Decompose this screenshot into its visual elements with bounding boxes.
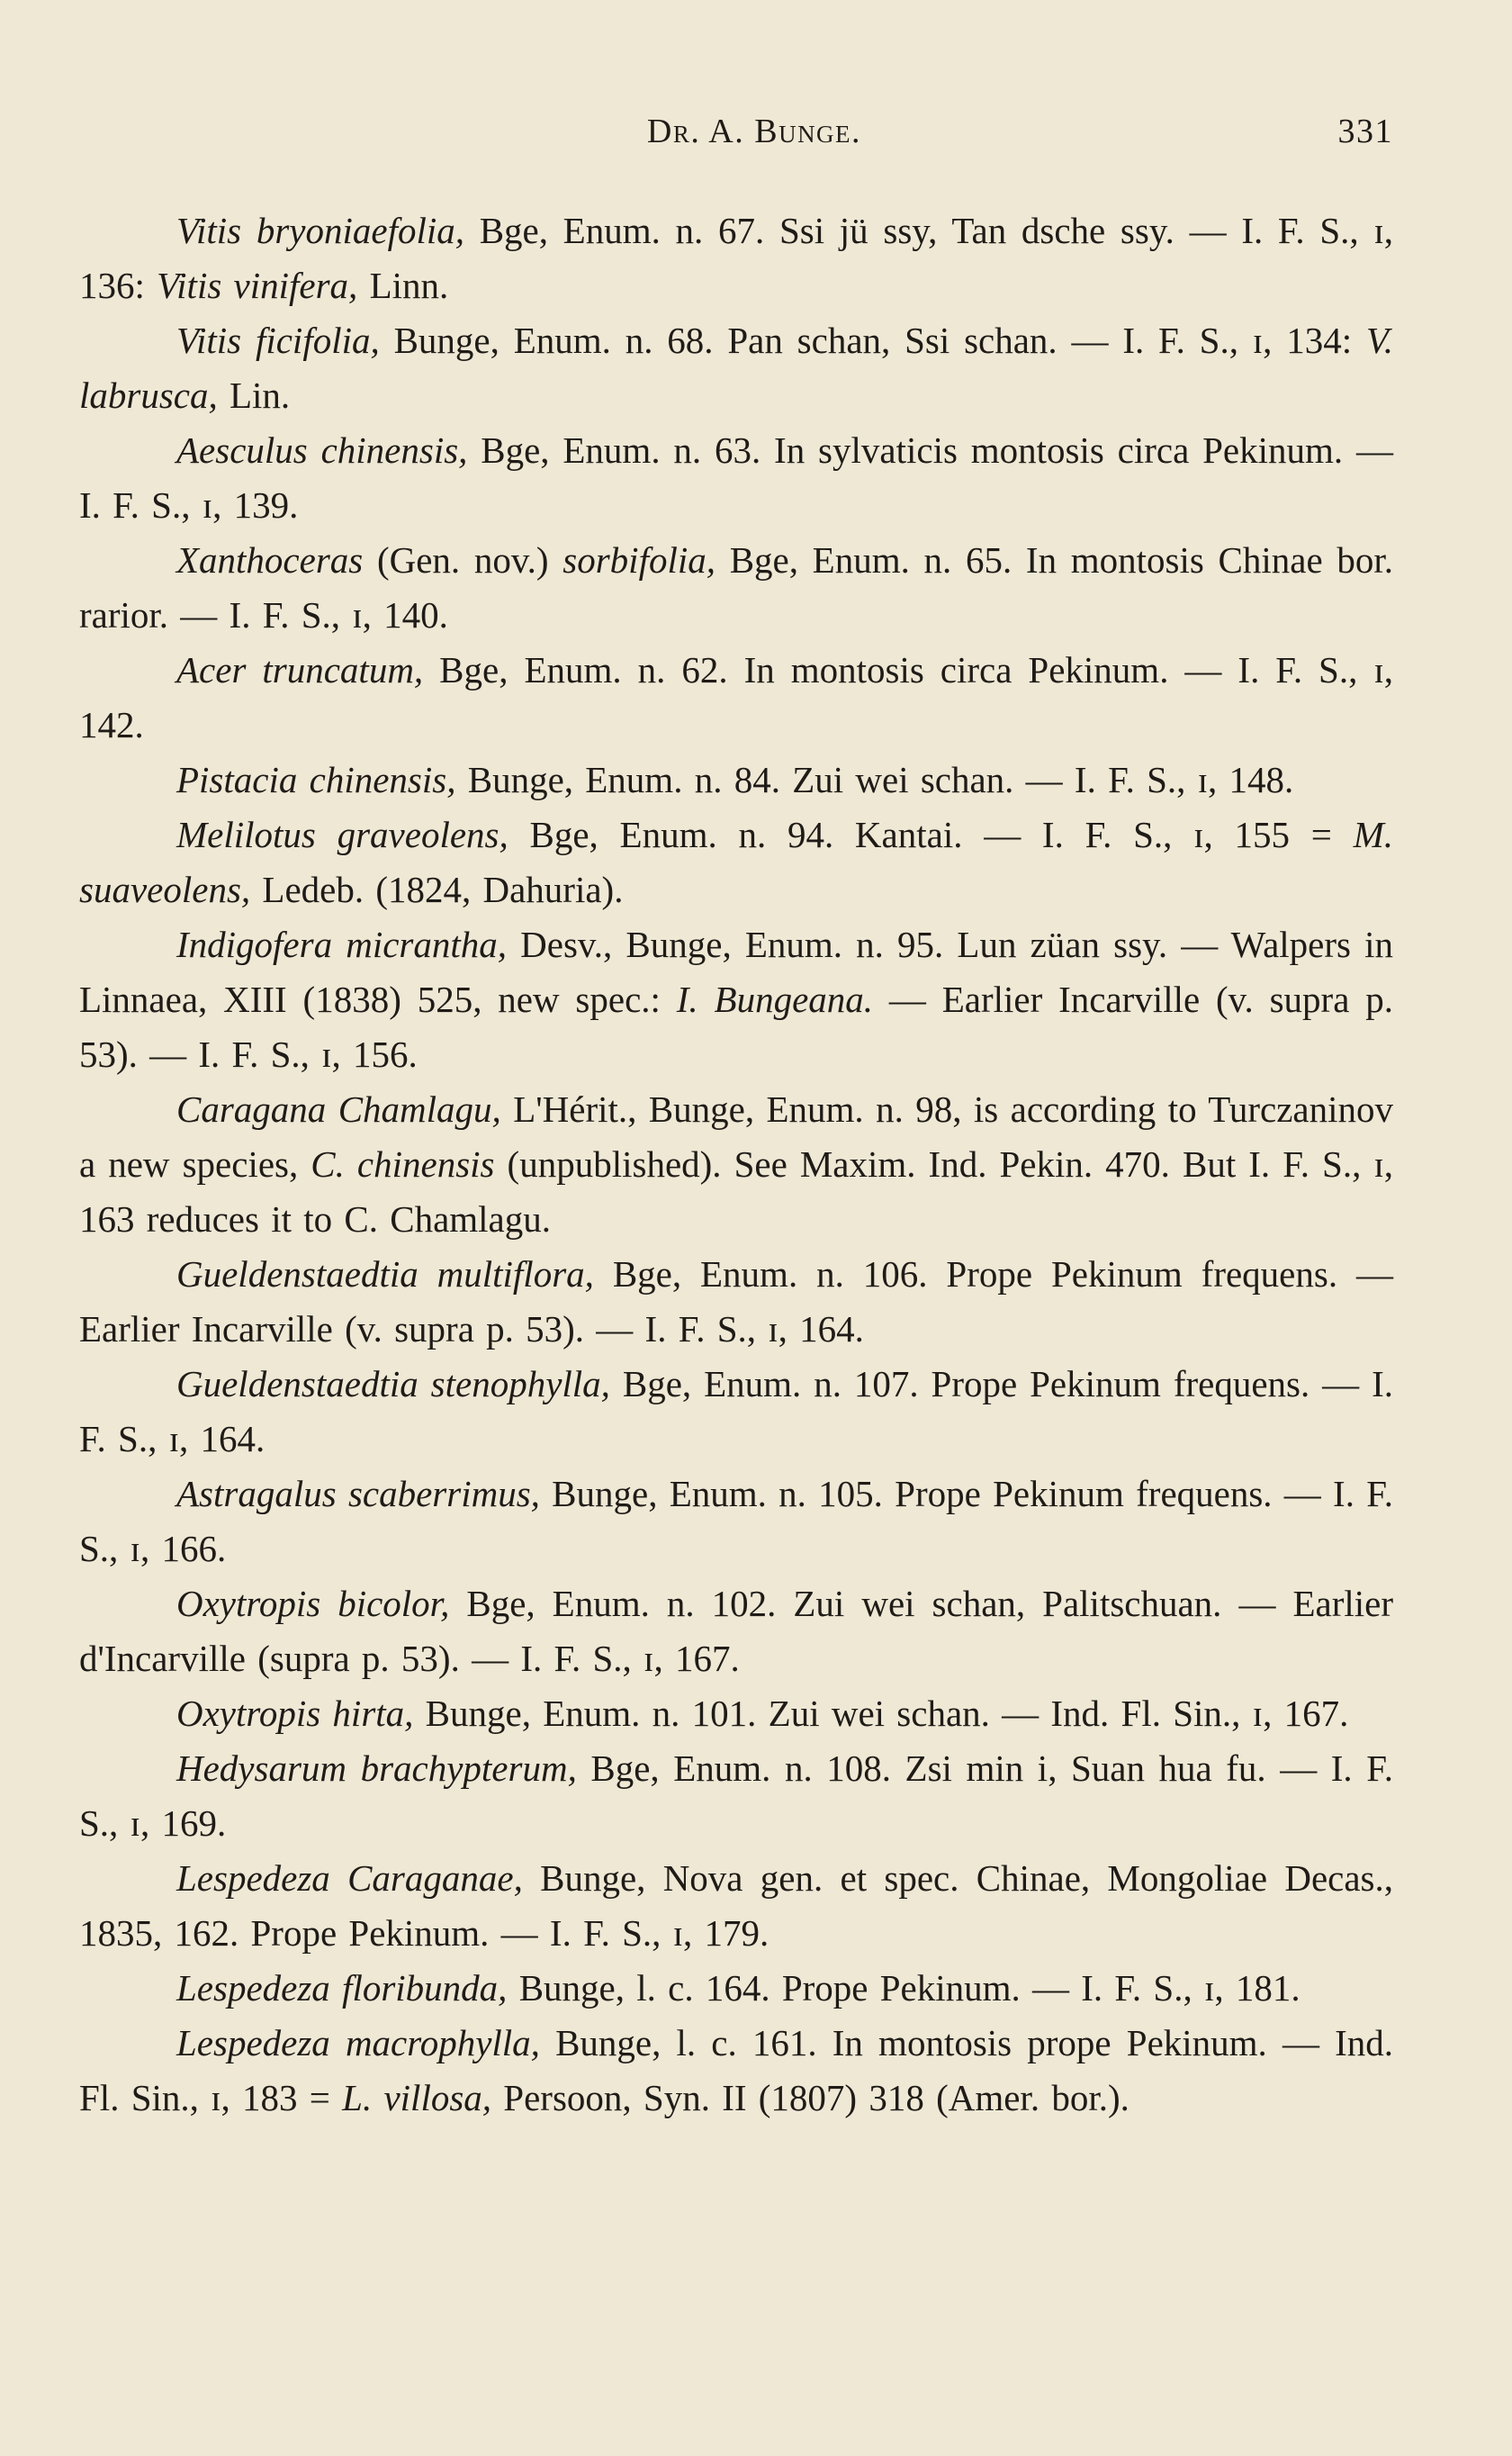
entry-text: Bunge, l. c. 161. In montosis prope Pekinum. — Ind. Fl. Sin., ɪ, 183 = xyxy=(79,2022,1393,2118)
entry-text-cont: (unpublished). See Maxim. Ind. Pekin. 470. But I. F. S., ɪ, 163 reduces it to C. Chamlagu. xyxy=(79,1143,1393,1240)
species-entry xyxy=(79,1082,1393,1247)
entry-text: Bunge, Enum. n. 84. Zui wei schan. — I. F. S., ɪ, 148. xyxy=(455,759,1294,800)
entry-text-cont: Ledeb. (1824, Dahuria). xyxy=(250,869,624,910)
species-entry xyxy=(79,313,1393,423)
species-name: Melilotus graveolens, xyxy=(176,814,508,855)
species-name: Vitis ficifolia, xyxy=(176,320,380,361)
species-name: Gueldenstaedtia stenophylla, xyxy=(176,1363,610,1404)
entry-text: Bge, Enum. n. 94. Kantai. — I. F. S., ɪ, 155 = xyxy=(508,814,1354,855)
species-name: Gueldenstaedtia multiflora, xyxy=(176,1253,594,1295)
species-entry xyxy=(79,1741,1393,1851)
entry-text: Bge, Enum. n. 62. In montosis circa Pekinum. — I. F. S., ɪ, 142. xyxy=(79,649,1393,745)
species-entry xyxy=(79,1357,1393,1467)
entry-text: Bge, Enum. n. 63. In sylvaticis montosis circa Pekinum. — I. F. S., ɪ, 139. xyxy=(79,429,1393,526)
species-entry xyxy=(79,808,1393,917)
entry-text: Bge, Enum. n. 108. Zsi min i, Suan hua fu. — I. F. S., ɪ, 169. xyxy=(79,1747,1393,1844)
species-name: Aesculus chinensis, xyxy=(176,429,468,471)
species-entry xyxy=(79,1851,1393,1961)
species-name: Caragana Chamlagu, xyxy=(176,1088,501,1130)
species-name: Pistacia chinensis, xyxy=(176,759,456,800)
synonym-name: L. villosa, xyxy=(342,2077,492,2118)
entry-text-cont: Bge, Enum. n. 65. In montosis Chinae bor. rarior. — I. F. S., ɪ, 140. xyxy=(79,539,1393,636)
species-name: Lespedeza macrophylla, xyxy=(176,2022,540,2063)
species-name: Hedysarum brachypterum, xyxy=(176,1747,577,1789)
entry-text: Bunge, Enum. n. 105. Prope Pekinum frequens. — I. F. S., ɪ, 166. xyxy=(79,1473,1393,1569)
entry-text: Bge, Enum. n. 102. Zui wei schan, Palitschuan. — Earlier d'Incarville (supra p. 53). — I. F. S., ɪ, 167. xyxy=(79,1583,1393,1679)
synonym-name: M. suaveolens, xyxy=(79,814,1393,910)
species-entry xyxy=(79,533,1393,643)
entry-text: (Gen. nov.) xyxy=(363,539,563,581)
page-body xyxy=(79,203,1393,2126)
species-entry xyxy=(79,2016,1393,2126)
species-name: Oxytropis bicolor, xyxy=(176,1583,450,1624)
species-entry xyxy=(79,203,1393,313)
species-name: Indigofera micrantha, xyxy=(176,924,508,965)
entry-text: L'Hérit., Bunge, Enum. n. 98, is according to Turczaninov a new species, xyxy=(79,1088,1393,1185)
running-head: Dr. A. Bunge. xyxy=(646,113,862,150)
entry-text: Bge, Enum. n. 67. Ssi jü ssy, Tan dsche ssy. — I. F. S., ɪ, 136: xyxy=(79,210,1394,306)
entry-text: Bge, Enum. n. 106. Prope Pekinum frequens. — Earlier Incarville (v. supra p. 53). — I. F. S., ɪ, 164. xyxy=(79,1253,1393,1350)
species-entry xyxy=(79,917,1393,1082)
page-number: 331 xyxy=(1337,113,1393,150)
species-entry xyxy=(79,753,1393,808)
species-name: Oxytropis hirta, xyxy=(176,1693,414,1734)
species-name: Astragalus scaberrimus, xyxy=(176,1473,540,1514)
species-name: Lespedeza Caraganae, xyxy=(176,1857,523,1899)
species-name: Acer truncatum, xyxy=(176,649,424,691)
species-entry xyxy=(79,1576,1393,1686)
entry-text-cont: Linn. xyxy=(357,265,449,306)
entry-text-cont: Lin. xyxy=(217,375,291,416)
species-name: Xanthoceras xyxy=(176,539,364,581)
species-name: Vitis bryoniaefolia, xyxy=(176,210,464,251)
species-entry xyxy=(79,1686,1393,1741)
synonym-name: C. chinensis xyxy=(310,1143,495,1185)
synonym-name: sorbifolia, xyxy=(562,539,716,581)
species-entry xyxy=(79,643,1393,753)
synonym-name: Vitis vinifera, xyxy=(157,265,358,306)
entry-text-cont: Persoon, Syn. II (1807) 318 (Amer. bor.). xyxy=(491,2077,1130,2118)
entry-text: Bunge, Enum. n. 68. Pan schan, Ssi schan. — I. F. S., ɪ, 134: xyxy=(379,320,1366,361)
entry-text: Bge, Enum. n. 107. Prope Pekinum frequens. — I. F. S., ɪ, 164. xyxy=(79,1363,1394,1459)
species-entry xyxy=(79,1247,1393,1357)
synonym-name: I. Bungeana. xyxy=(676,979,874,1020)
species-entry xyxy=(79,1961,1393,2016)
entry-text: Bunge, Enum. n. 101. Zui wei schan. — Ind. Fl. Sin., ɪ, 167. xyxy=(413,1693,1349,1734)
entry-text: Bunge, l. c. 164. Prope Pekinum. — I. F. S., ɪ, 181. xyxy=(507,1967,1300,2009)
species-entry xyxy=(79,1467,1393,1576)
entry-text: Bunge, Nova gen. et spec. Chinae, Mongoliae Decas., 1835, 162. Prope Pekinum. — I. F. S., ɪ, 179. xyxy=(79,1857,1393,1954)
page-header xyxy=(79,112,1393,166)
species-name: Lespedeza floribunda, xyxy=(176,1967,508,2009)
species-entry xyxy=(79,423,1393,533)
entry-text: Desv., Bunge, Enum. n. 95. Lun züan ssy. — Walpers in Linnaea, XIII (1838) 525, new spec.: xyxy=(79,924,1393,1020)
synonym-name: V. labrusca, xyxy=(79,320,1393,416)
entry-text-cont: — Earlier Incarville (v. supra p. 53). — I. F. S., ɪ, 156. xyxy=(79,979,1394,1075)
